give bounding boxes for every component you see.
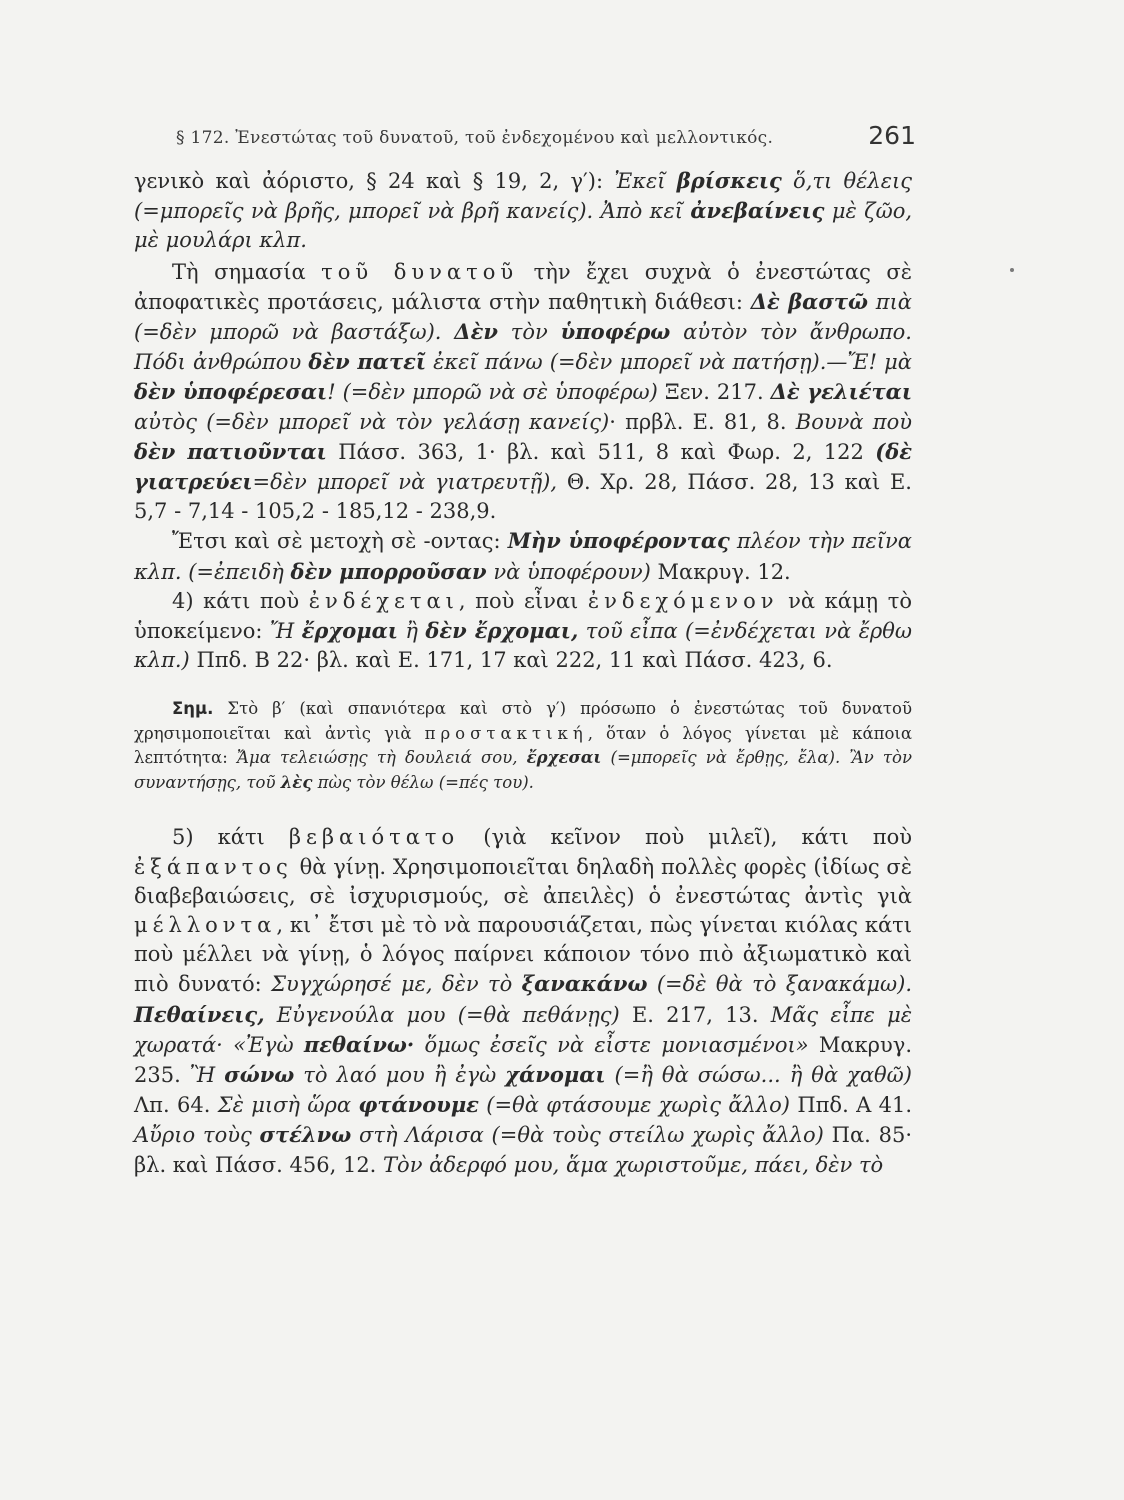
citation: · πρβλ. Ε. 81, 8. bbox=[609, 409, 796, 434]
example-text: Ἤ bbox=[269, 619, 302, 644]
text-span: 4) κάτι ποὺ bbox=[172, 588, 309, 613]
emphasis-text: φτάνουμε bbox=[358, 1092, 479, 1118]
text-span: γενικὸ καὶ ἀόριστο, § 24 καὶ § 19, 2, γ′): bbox=[134, 169, 615, 193]
text-span: , ὅταν ὁ λόγος γίνεται μὲ κάποια λεπτότητα: bbox=[134, 723, 912, 768]
example-text: (=δὲ θὰ τὸ ξανακάμω). bbox=[647, 972, 912, 997]
emphasis-text: ὑποφέρω bbox=[560, 319, 671, 345]
example-text: στὴ Λάρισα (=θὰ τοὺς στείλω χωρὶς ἄλλο) bbox=[351, 1123, 832, 1148]
emphasis-text: χάνομαι bbox=[505, 1062, 606, 1088]
example-text: ὅ,τι θέλεις (=μπορεῖς νὰ βρῆς, μπορεῖ νὰ βρῆ κανείς). Ἀπὸ κεῖ bbox=[134, 169, 912, 224]
example-text: Εὐγενούλα μου (=θὰ πεθάνῃς) bbox=[264, 1002, 632, 1027]
citation: Μακρυγ. 235. bbox=[134, 1032, 912, 1088]
running-head: § 172. Ἐνεστώτας τοῦ δυνατοῦ, τοῦ ἐνδεχομένου καὶ μελλοντικός. bbox=[176, 128, 774, 148]
spaced-term: ἐνδεχόμενον bbox=[587, 588, 779, 613]
paragraph-3 bbox=[134, 526, 912, 586]
emphasis-text: στέλνω bbox=[259, 1122, 352, 1148]
emphasis-text: βρίσκεις bbox=[676, 168, 782, 193]
text-span: Ἔτσι καὶ σὲ μετοχὴ σὲ -οντας: bbox=[172, 529, 508, 554]
example-text: ἐκεῖ πάνω (=δὲν μπορεῖ νὰ πατήσῃ).—Ἔ! μὰ bbox=[426, 350, 912, 375]
citation: Μακρυγ. 12. bbox=[657, 559, 791, 584]
emphasis-text: σώνω bbox=[224, 1062, 295, 1088]
page-body bbox=[134, 166, 912, 1180]
example-text: (=θὰ φτάσουμε χωρὶς ἄλλο) bbox=[478, 1093, 798, 1118]
spaced-term: τοῦ δυνατοῦ bbox=[321, 259, 519, 284]
example-text: Τὸν ἀδερφό μου, ἅμα χωριστοῦμε, πάει, δὲν τὸ bbox=[383, 1152, 884, 1177]
example-text: Μᾶς εἶπε μὲ χωρατά· «Ἐγὼ bbox=[134, 1002, 913, 1057]
spaced-term: ἐνδέχεται bbox=[308, 588, 459, 613]
example-text: αὐτὸν τὸν ἄνθρωπο. Πόδι ἀνθρώπου bbox=[134, 320, 912, 375]
example-text: (=ἢ θὰ σώσω... ἢ θὰ χαθῶ) bbox=[605, 1063, 912, 1088]
spaced-term: προστακτική bbox=[424, 723, 588, 743]
emphasis-text: ἔρχεσαι bbox=[526, 748, 602, 768]
text-span: τὴν ἔχει συχνὰ ὁ ἐνεστώτας σὲ ἀποφατικὲς προτάσεις, μάλιστα στὴν παθητικὴ διάθεσι: bbox=[134, 259, 912, 314]
example-text: τοῦ εἶπα (=ἐνδέχεται νὰ ἔρθω κλπ.) bbox=[134, 619, 912, 673]
emphasis-text: δὲν μπορροῦσαν bbox=[290, 558, 487, 584]
example-text: Ἄμα τελειώσῃς τὴ δουλειά σου, bbox=[236, 748, 527, 768]
example-text: τὸ λαό μου ἢ ἐγὼ bbox=[294, 1063, 506, 1088]
emphasis-text: ἔρχομαι bbox=[301, 618, 398, 644]
example-text: τὸν bbox=[497, 320, 561, 345]
example-text: πιὰ (=δὲν μπορῶ νὰ βαστάξω). bbox=[134, 289, 912, 345]
emphasis-text: Δὲ γελιέται bbox=[770, 379, 912, 405]
example-text: πλέον τὴν πεῖνα κλπ. (=ἐπειδὴ bbox=[134, 529, 912, 584]
text-span: θὰ γίνῃ. Χρησιμοποιεῖται δηλαδὴ πολλὲς φορὲς (ἰδίως σὲ διαβεβαιώσεις, σὲ ἰσχυρισμούς, σὲ ἀπειλὲς) ὁ ἐνεστώτας ἀντὶς γιὰ bbox=[134, 854, 912, 908]
paragraph-1 bbox=[134, 166, 912, 256]
emphasis-text: Δὲν bbox=[454, 319, 498, 345]
paragraph-2 bbox=[134, 258, 912, 527]
example-text: πὼς τὸν θέλω (=πές του). bbox=[312, 772, 534, 792]
emphasis-text: Πεθαίνεις, bbox=[134, 1001, 265, 1027]
page-header bbox=[176, 114, 916, 154]
text-span: νὰ κάμῃ τὸ ὑποκείμενο: bbox=[134, 588, 912, 644]
citation: Ε. 217, 13. bbox=[631, 1002, 771, 1027]
emphasis-text: δὲν πατιοῦνται bbox=[134, 438, 327, 464]
example-text: ! (=δὲν μπορῶ νὰ σὲ ὑποφέρω) bbox=[327, 380, 665, 405]
citation: Λπ. 64. bbox=[134, 1093, 218, 1118]
text-span: (γιὰ κεῖνον ποὺ μιλεῖ), κάτι ποὺ bbox=[459, 825, 912, 850]
example-text: αὐτὸς (=δὲν μπορεῖ νὰ τὸν γελάσῃ κανείς) bbox=[134, 409, 610, 434]
paragraph-4 bbox=[134, 587, 912, 676]
text-span: , κι᾿ ἔτσι μὲ τὸ νὰ παρουσιάζεται, πὼς γίνεται κιόλας κάτι ποὺ μέλλει νὰ γίνῃ, ὁ λόγος παίρνει κάποιον τόνο πιὸ ἀξιωματικὸ καὶ πιὸ δυνατό: bbox=[134, 913, 912, 997]
emphasis-text: Μὴν ὑποφέροντας bbox=[507, 528, 730, 554]
example-text: Συγχώρησέ με, δὲν τὸ bbox=[271, 972, 522, 997]
example-text: ὅμως ἐσεῖς νὰ εἶστε μονιασμένοι» bbox=[414, 1032, 819, 1057]
spaced-term: βεβαιότατο bbox=[288, 825, 460, 850]
example-text: νὰ ὑποφέρουν) bbox=[486, 559, 658, 584]
example-text: ἢ bbox=[397, 619, 426, 644]
example-text: =δὲν μπορεῖ νὰ γιατρευτῇ), bbox=[252, 470, 567, 495]
citation: Θ. Χρ. 28, Πάσσ. 28, 13 καὶ Ε. 5,7 - 7,14 - 105,2 - 185,12 - 238,9. bbox=[134, 470, 912, 524]
citation: Πάσσ. 363, 1· βλ. καὶ 511, 8 καὶ Φωρ. 2, 122 bbox=[326, 439, 876, 464]
example-text: Βουνὰ ποὺ bbox=[795, 409, 913, 434]
spaced-term: μέλλοντα bbox=[134, 913, 277, 938]
emphasis-text: πεθαίνω· bbox=[303, 1031, 415, 1057]
emphasis-text: (δὲ γιατρεύει bbox=[134, 438, 913, 495]
example-text: Σὲ μισὴ ὥρα bbox=[217, 1093, 359, 1118]
example-text: (=μπορεῖς νὰ ἔρθῃς, ἔλα). Ἂν τὸν συναντήσῃς, τοῦ bbox=[134, 748, 913, 792]
text-span: , ποὺ εἶναι bbox=[458, 588, 588, 613]
note-paragraph bbox=[134, 697, 912, 795]
citation: Ππδ. Β 22· βλ. καὶ Ε. 171, 17 καὶ 222, 11 καὶ Πάσσ. 423, 6. bbox=[196, 648, 833, 673]
emphasis-text: ἀνεβαίνεις bbox=[690, 198, 825, 224]
emphasis-text: ξανακάνω bbox=[521, 971, 648, 997]
emphasis-text: δὲν ἔρχομαι, bbox=[425, 618, 579, 644]
page-number: 261 bbox=[868, 121, 916, 150]
text-span: 5) κάτι bbox=[172, 825, 289, 850]
note-label: Σημ. bbox=[172, 699, 214, 719]
citation: Ξεν. 217. bbox=[664, 380, 771, 405]
margin-speck bbox=[1010, 268, 1014, 272]
example-text: Ἢ bbox=[189, 1063, 225, 1088]
spaced-term: ἐξάπαντος bbox=[134, 854, 293, 879]
example-text: Αὔριο τοὺς bbox=[134, 1123, 260, 1148]
emphasis-text: Δὲ βαστῶ bbox=[750, 288, 868, 314]
citation: Πα. 85· βλ. καὶ Πάσσ. 456, 12. bbox=[134, 1123, 912, 1177]
emphasis-text: δὲν πατεῖ bbox=[308, 349, 427, 375]
emphasis-text: λὲς bbox=[280, 772, 313, 792]
citation: Ππδ. Α 41. bbox=[797, 1093, 913, 1118]
text-span: Τὴ σημασία bbox=[172, 259, 322, 284]
text-span: Στὸ β′ (καὶ σπανιότερα καὶ στὸ γ′) πρόσωπο ὁ ἐνεστώτας τοῦ δυνατοῦ χρησιμοποιεῖται καὶ ἀντὶς γιὰ bbox=[134, 699, 912, 743]
emphasis-text: δὲν ὑποφέρεσαι bbox=[134, 379, 328, 405]
example-text: μὲ ζῶο, μὲ μουλάρι κλπ. bbox=[134, 199, 913, 253]
paragraph-5 bbox=[134, 823, 912, 1179]
example-text: Ἐκεῖ bbox=[614, 169, 677, 193]
